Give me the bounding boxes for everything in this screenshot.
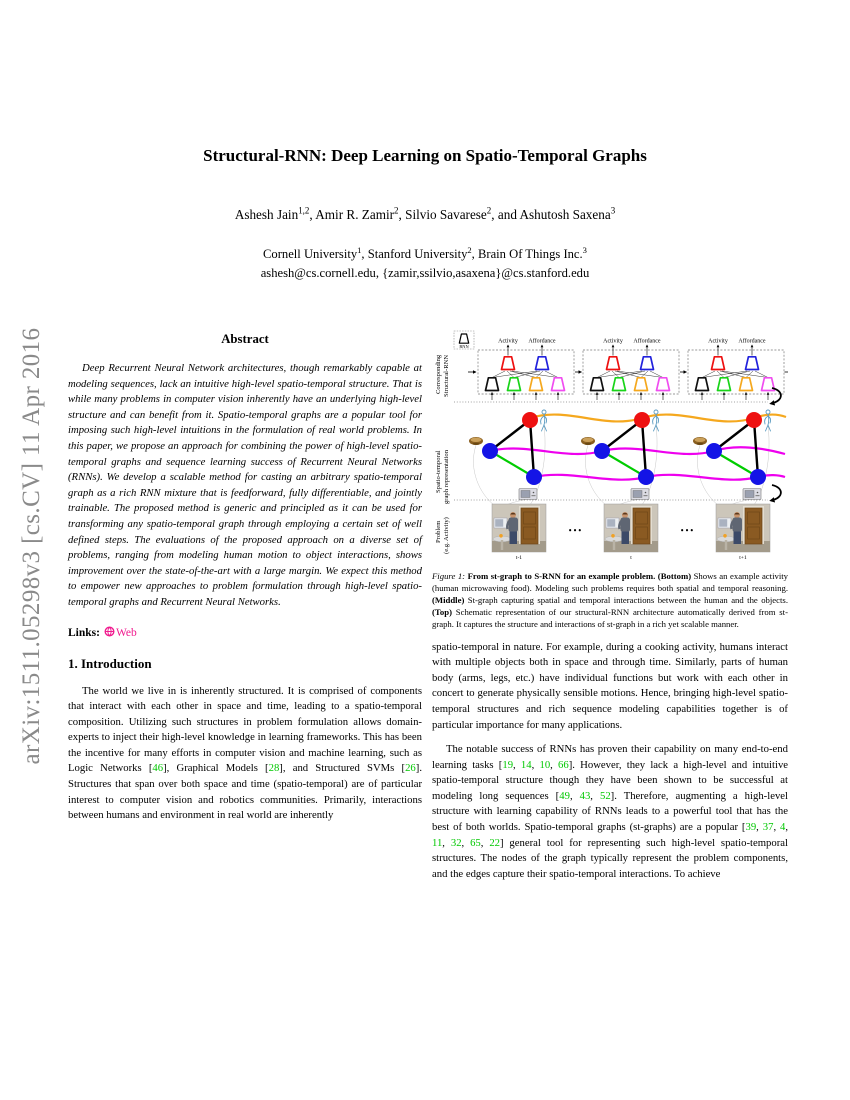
paper-title: Structural-RNN: Deep Learning on Spatio-Temporal Graphs [203,146,647,165]
row-label-corresponding: Corresponding [435,354,442,394]
temporal-edge-object1 [490,447,785,454]
text-segment: , [569,789,580,802]
time-label-t+1: t+1 [739,555,747,561]
human-node [746,412,762,428]
human-node [634,412,650,428]
superscript: 2 [467,244,472,255]
time-label-t-1: t-1 [515,555,523,561]
text-segment: , Amir R. Zamir [309,207,395,222]
text-segment: , Stanford University [361,247,468,261]
text-segment: ]. Therefore, augmenting a high-level structure with learning capability of RNNs leads to a powerful tool that has the best of both worlds. Spatio-temporal graphs (st-graphs) are a popular [ [432,789,788,834]
text-segment: Schematic representation of our structural-RNN architecture automatically derived from st-graph. It captures the structure and interactions of st-graph in a rich yet scalable manner. [432,606,788,629]
text-segment: , [773,821,781,834]
citation-link[interactable]: 14 [520,758,532,771]
text-segment: ]. However, they lack a high-level and intuitive spatio-temporal structure though they have been shown to be successful at modeling long sequences [ [432,758,789,802]
citation-link[interactable]: 46 [152,762,164,775]
figure1-caption [432,571,788,631]
superscript: 1 [357,244,362,255]
time-unroll-arrow-bottom [771,485,781,501]
section-heading-introduction: 1. Introduction [68,655,152,671]
text-segment: St-graph capturing spatial and temporal interactions between the human and the objects. [464,594,788,605]
text-segment: , [461,836,471,849]
figure-row-structural-rnn [435,331,788,400]
citation-link[interactable]: 66 [558,758,569,771]
text-segment: , [442,836,451,849]
text-segment: The notable success of RNNs has proven their capability on many end-to-end learning tasks [ [432,743,788,771]
citation-link[interactable]: 10 [539,758,551,771]
human-node [522,412,538,428]
superscript: 2 [486,205,492,216]
object-node-microwave [638,469,654,485]
right-paragraph-2 [432,742,788,882]
rnn-legend-trapezoid [459,334,468,343]
text-segment: ]. Structures that span over both space and time (spatio-temporal) are of particular interest to computer vision and robotics communities. Primarily, interactions between humans and environment in real world are inherently [68,762,422,822]
text-segment: , [550,758,559,771]
email-line: ashesh@cs.cornell.edu, {zamir,ssilvio,asaxena}@cs.stanford.edu [260,266,590,280]
text-segment: ], Graphical Models [ [163,762,269,775]
abstract-heading: Abstract [221,332,269,346]
citation-link[interactable]: 26 [405,762,416,775]
row-label-graph-representation: graph representation [443,449,450,504]
left-column [68,332,422,824]
citation-link[interactable]: 49 [559,789,570,802]
text-segment: , [513,758,521,771]
text-segment: , [531,758,540,771]
time-label-t: t [630,555,632,561]
text-segment: Ashesh Jain [234,207,299,222]
row-label-problem: Problem [435,520,442,543]
citation-link[interactable]: 37 [762,821,774,834]
object-node-bowl [594,443,610,459]
citation-link[interactable]: 4 [780,821,786,834]
web-icon [104,626,115,637]
web-link[interactable]: Web [115,626,137,639]
superscript: 1,2 [298,205,310,216]
row-label-eg-activity: (e.g. Activity) [443,517,450,554]
superscript: 3 [610,205,616,216]
figure1-diagram: Activity Affordance Corresponding Structural-RNN RNN Spatio-temporal graph representation Problem (e.g. Activity) • • • • • • t-1 t t+1 [432,330,788,562]
text-segment: , [480,836,490,849]
intro-paragraph [68,684,422,824]
ellipsis-dots: • • • [680,526,694,535]
right-column [432,318,789,882]
text-segment: , [756,821,763,834]
text-bold: From st-graph to S-RNN for an example problem. (Bottom) [467,571,692,581]
citation-link[interactable]: 19 [502,758,514,771]
text-segment: ] general tool for representing such high-level spatio-temporal structures. The nodes of the graph typically represent the problem components, and the edges capture their spatio-temporal interactions. To achieve [432,836,789,880]
citation-link[interactable]: 52 [599,789,611,802]
abstract-text: Deep Recurrent Neural Network architectures, though remarkably capable at modeling sequences, lack an intuitive high-level spatio-temporal structure. That is while many problems in computer vision inherently have an underlying high-level structure and can benefit from it. Spatio-temporal graphs are a popular tool for imposing such high-level intuitions in the formulation of real world problems. In this paper, we propose an approach for combining the power of high-level spatio-temporal graphs and sequence learning success of Recurrent Neural Networks (RNNs). We develop a scalable method for casting an arbitrary spatio-temporal graph as a rich RNN mixture that is feedforward, fully differentiable, and jointly trainable. The proposed method is generic and principled as it can be used for transforming any spatio-temporal graph through employing a certain set of well defined steps. The evaluations of the proposed approach on a diverse set of problems, ranging from modeling human motion to object interactions, shows improvement over the state-of-the-art with a large margin. We expect this method to empower new approaches to problem formulation through high-level spatio-temporal graphs and Recurrent Neural Networks. [68,362,422,608]
text-bold: (Top) [432,606,452,617]
text-segment: , Brain Of Things Inc. [471,247,583,261]
row-label-structural-rnn: Structural-RNN [443,354,450,397]
text-segment: The world we live in is inherently structured. It is comprised of components that interact with each other in space and time, leading to a spatio-temporal composition. Utilizing such structures in problem formulation allows domain-experts to inject their high-level knowledge in learning frameworks. This has been the incentive for many efforts in computer vision and machine learning, such as Logic Networks [ [68,684,422,775]
figure-row-problem [435,504,770,561]
citation-link[interactable]: 32 [450,836,462,849]
citation-link[interactable]: 39 [745,821,757,834]
figure-row-stgraph [435,410,786,507]
links-line [68,626,422,639]
affiliation-line [0,244,850,262]
text-segment: ], and Structured SVMs [ [279,762,406,775]
text-segment: , [590,789,600,802]
citation-link[interactable]: 43 [579,789,591,802]
citation-link[interactable]: 11 [432,836,443,849]
temporal-edge-object2 [534,475,785,480]
text-segment: Shows an example activity (human microwaving food). Modeling such problems requires both spatial and temporal reasoning. [432,571,788,593]
text-bold: (Middle) [432,594,465,605]
text-segment: Cornell University [263,247,358,261]
ellipsis-dots: • • • [568,526,582,535]
row-label-spatio-temporal: Spatio-temporal [435,450,442,493]
text-italic: Figure 1: [432,571,468,581]
links-label: Links: [68,626,100,639]
object-node-bowl [706,443,722,459]
author-line [0,207,850,223]
superscript: 3 [582,244,587,255]
right-paragraph-1: spatio-temporal in nature. For example, during a cooking activity, humans interact with multiple objects both in space and through time. Similarly, parts of human body (arms, legs, etc.) have individual functions but work with each other in concert to generate physically sensible motions. Hence, bringing high-level spatio-temporal structures and rich sequence modeling capabilities together is of particular importance for many applications. [432,640,788,731]
superscript: 2 [394,205,399,216]
object-node-microwave [526,469,542,485]
text-segment: , Silvio Savarese [398,207,487,222]
citation-link[interactable]: 22 [489,836,500,849]
object-node-bowl [482,443,498,459]
object-node-microwave [750,469,766,485]
text-segment: , [785,821,789,834]
citation-link[interactable]: 65 [470,836,481,849]
citation-link[interactable]: 28 [268,762,280,775]
text-segment: , and Ashutosh Saxena [491,207,611,222]
rnn-legend-label: RNN [459,343,469,349]
arxiv-watermark: arXiv:1511.05298v3 [cs.CV] 11 Apr 2016 [18,327,45,765]
